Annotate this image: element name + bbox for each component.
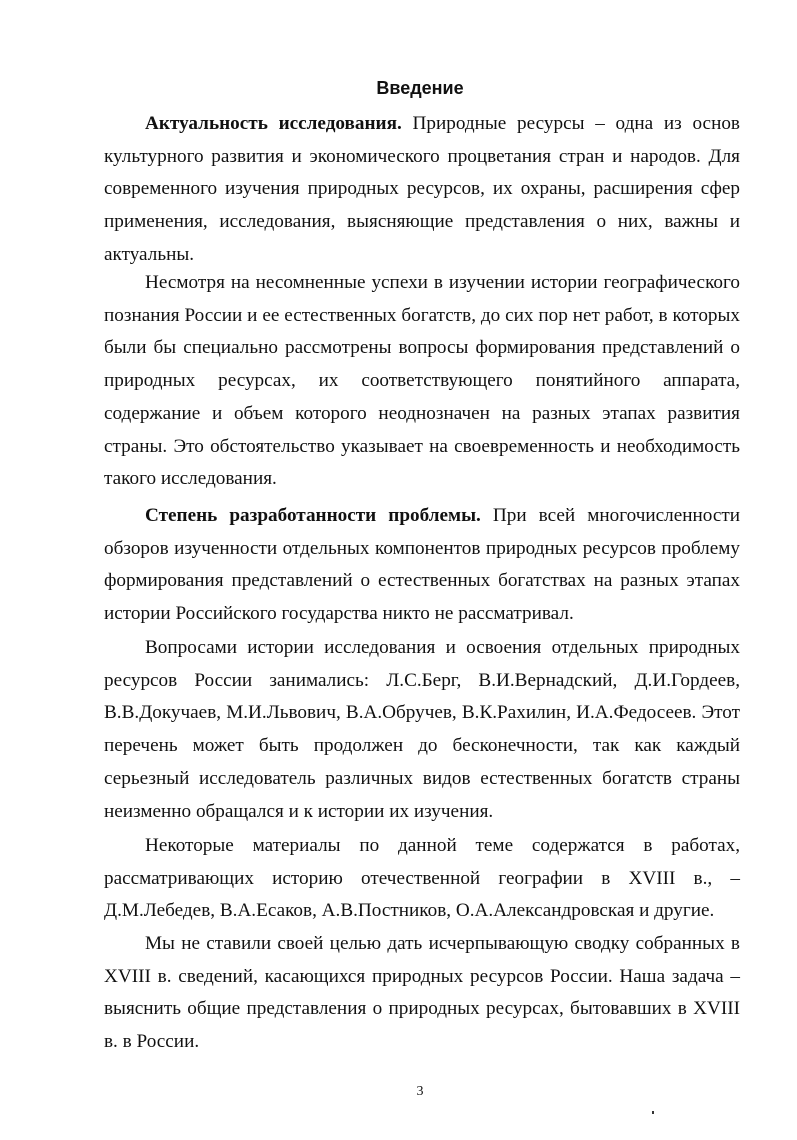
paragraph-degree-of-development bbox=[104, 500, 740, 631]
paragraph-relevance bbox=[104, 108, 740, 272]
paragraph-researchers bbox=[104, 632, 740, 828]
paragraph-text: Вопросами истории исследования и освоения отдельных природных ресурсов России занимались: Л.С.Берг, В.И.Вернадский, Д.И.Гордеев, В.В.Докучаев, М.И.Львович, В.А.Обручев, В.К.Рахилин, И.А.Федосеев. Этот перечень может быть продолжен до бесконечности, так как каждый серьезный исследователь различных видов естественных богатств страны неизменно обращался и к истории их изучения. bbox=[104, 637, 740, 822]
paragraph-lead: Степень разработанности проблемы. bbox=[145, 505, 481, 526]
paragraph-text: Несмотря на несомненные успехи в изучении истории географического познания России и ее естественных богатств, до сих пор нет работ, в которых были бы специально рассмотрены вопросы формирования представлений о природных ресурсах, их соответствующего понятийного аппарата, содержание и объем которого неоднозначен на разных этапах развития страны. Это обстоятельство указывает на своевременность и необходимость такого исследования. bbox=[104, 272, 740, 490]
paragraph-text: Мы не ставили своей целью дать исчерпывающую сводку собранных в XVIII в. сведений, касающихся природных ресурсов России. Наша задача – выяснить общие представления о природных ресурсах, бытовавших в XVIII в. в России. bbox=[104, 933, 740, 1053]
paragraph-lead: Актуальность исследования. bbox=[145, 113, 402, 134]
page-title: Введение bbox=[376, 78, 464, 98]
paragraph-research-gap bbox=[104, 267, 740, 496]
paragraph-text: Природные ресурсы – одна из основ культурного развития и экономического процветания стран и народов. Для современного изучения природных ресурсов, их охраны, расширения сфер применения, исследования, выясняющие представления о них, важны и актуальны. bbox=[104, 113, 740, 265]
paragraph-objective bbox=[104, 928, 740, 1059]
page-number: 3 bbox=[416, 1084, 424, 1099]
paragraph-text: Некоторые материалы по данной теме содержатся в работах, рассматривающих историю отечественной географии в XVIII в., – Д.М.Лебедев, В.А.Есаков, А.В.Постников, О.А.Александровская и другие. bbox=[104, 835, 740, 922]
scan-speck bbox=[652, 1111, 654, 1114]
paragraph-text: При всей многочисленности обзоров изученности отдельных компонентов природных ресурсов проблему формирования представлений о естественных богатствах на разных этапах истории Российского государства никто не рассматривал. bbox=[104, 505, 740, 625]
paragraph-materials bbox=[104, 830, 740, 928]
